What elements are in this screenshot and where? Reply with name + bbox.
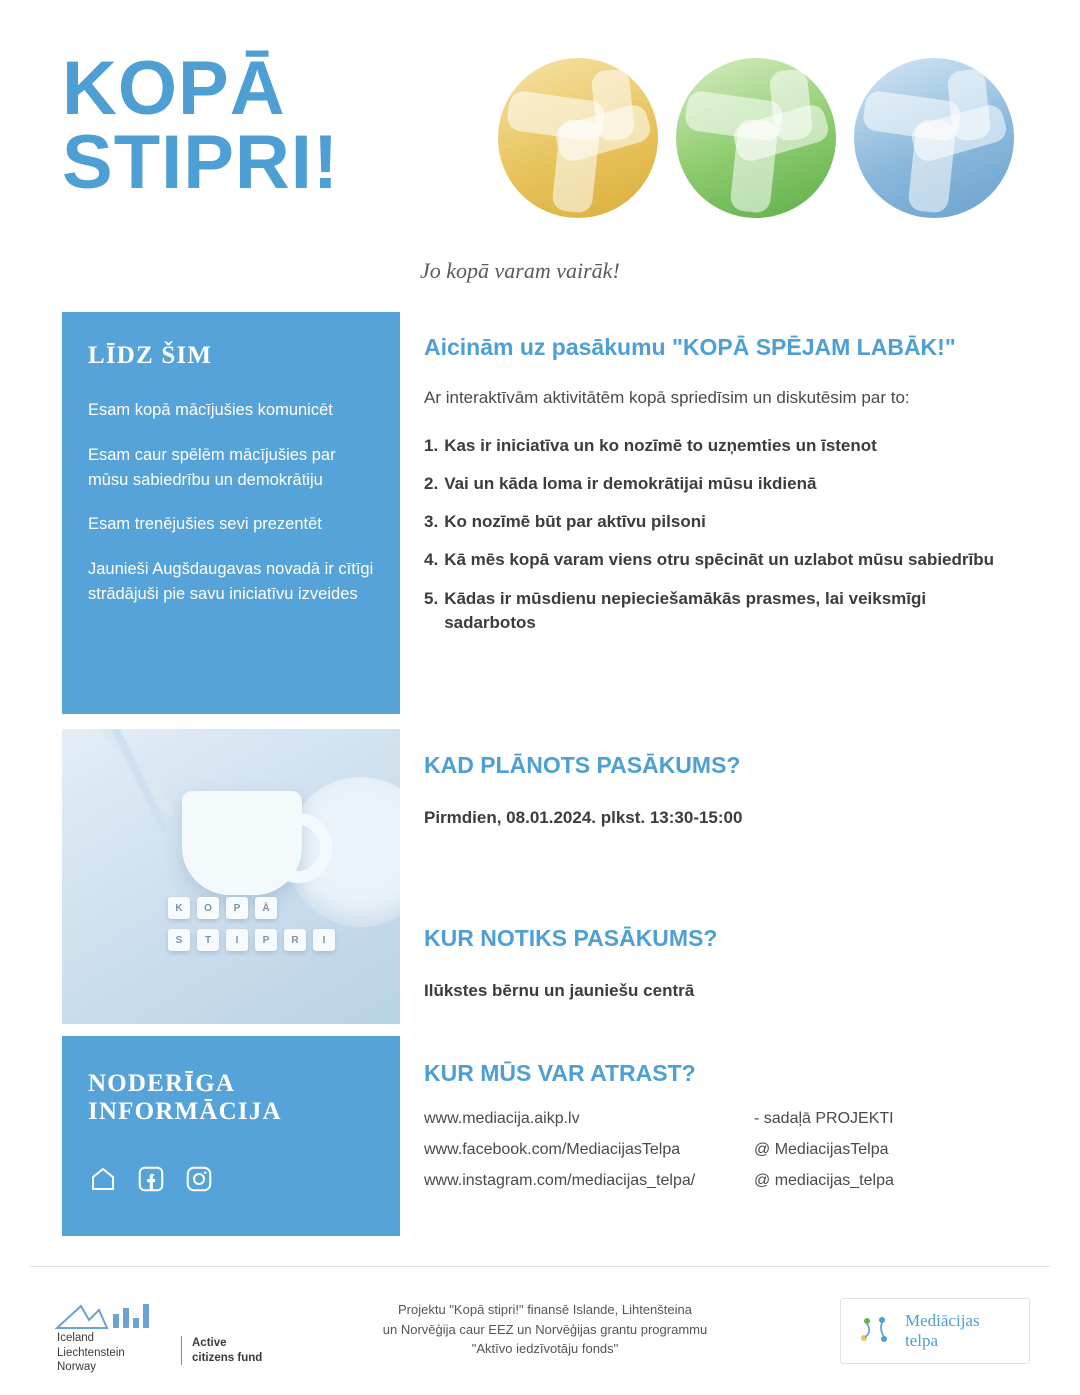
list-item-text: Kā mēs kopā varam viens otru spēcināt un uzlabot mūsu sabiedrību	[444, 550, 994, 570]
eea-country-list	[57, 1331, 125, 1375]
link-row	[424, 1141, 984, 1159]
mediacijas-telpa-logo	[840, 1298, 1030, 1364]
list-item-number: 1.	[424, 436, 439, 455]
photo-kopa-stipri-tiles	[62, 729, 400, 1024]
list-item	[424, 510, 994, 534]
lidz-sim-item: Jaunieši Augšdaugavas novadā ir cītīgi strādājuši pie savu iniciatīvu izveides	[88, 560, 374, 603]
hands-circle-blue	[854, 58, 1014, 218]
list-item-number: 5.	[424, 588, 439, 608]
mug-shape	[182, 791, 302, 895]
tile-row-2	[168, 929, 335, 951]
acf-line-2: citizens fund	[192, 1351, 263, 1364]
when-title: KAD PLĀNOTS PASĀKUMS?	[424, 752, 741, 778]
panel-lidz-sim-heading: LĪDZ ŠIM	[88, 342, 213, 369]
facebook-icon[interactable]	[136, 1164, 166, 1194]
title-line-2: STIPRI!	[62, 120, 340, 206]
link-row	[424, 1110, 984, 1128]
list-item-number: 4.	[424, 550, 439, 570]
brand-line-2: telpa	[905, 1331, 939, 1350]
link-handle: @ MediacijasTelpa	[754, 1141, 889, 1158]
eea-country-iceland: Iceland	[57, 1332, 95, 1344]
list-item-text: Ko nozīmē būt par aktīvu pilsoni	[444, 512, 706, 532]
letter-tile: Ā	[255, 897, 277, 919]
letter-tile: I	[313, 929, 335, 951]
invite-title: Aicinām uz pasākumu "KOPĀ SPĒJAM LABĀK!"	[424, 334, 956, 360]
letter-tile: K	[168, 897, 190, 919]
footer-divider	[30, 1266, 1050, 1267]
link-row	[424, 1172, 984, 1190]
tile-row-1	[168, 897, 335, 919]
letter-tile: I	[226, 929, 248, 951]
letter-tile: P	[255, 929, 277, 951]
funding-note-line-3: "Aktīvo iedzīvotāju fonds"	[471, 1341, 619, 1356]
topic-list	[424, 434, 994, 649]
mediacijas-telpa-text	[905, 1311, 980, 1352]
panel-noderiga-heading-1: NODERĪGA	[88, 1070, 236, 1097]
list-item	[424, 472, 994, 496]
find-us-title: KUR MŪS VAR ATRAST?	[424, 1060, 696, 1086]
title-line-1: KOPĀ	[62, 46, 286, 131]
hands-photo-group	[498, 58, 1018, 228]
letter-tile: O	[197, 897, 219, 919]
link-url[interactable]: www.mediacija.aikp.lv	[424, 1110, 580, 1127]
list-item-text: Kas ir iniciatīva un ko nozīmē to uzņemties un īstenot	[444, 436, 877, 455]
poster-header	[0, 0, 1080, 300]
hands-illustration	[676, 58, 836, 218]
lidz-sim-item: Esam caur spēlēm mācījušies par mūsu sabiedrību un demokrātiju	[88, 445, 336, 489]
link-url[interactable]: www.instagram.com/mediacijas_telpa/	[424, 1172, 696, 1189]
when-text: Pirmdien, 08.01.2024. plkst. 13:30-15:00	[424, 808, 743, 827]
eea-grants-logo	[55, 1298, 295, 1374]
panel-noderiga-heading-2: INFORMĀCIJA	[88, 1098, 282, 1125]
poster-title	[62, 46, 482, 206]
list-item-number: 2.	[424, 474, 439, 494]
letter-tile: S	[168, 929, 190, 951]
panel-lidz-sim	[62, 312, 400, 714]
panel-noderiga-informacija	[62, 1036, 400, 1236]
list-item-text: Vai un kāda loma ir demokrātijai mūsu ikdienā	[444, 474, 817, 494]
eea-country-norway: Norway	[57, 1361, 96, 1374]
hands-circle-green	[676, 58, 836, 218]
letter-tiles	[168, 897, 335, 951]
letter-tile: P	[226, 897, 248, 919]
hands-illustration	[498, 58, 658, 218]
contact-links	[424, 1110, 984, 1203]
poster-footer	[0, 1276, 1080, 1395]
eea-country-liechtenstein: Liechtenstein	[57, 1346, 125, 1359]
link-handle: @ mediacijas_telpa	[754, 1172, 894, 1189]
funding-note-line-2: un Norvēģija caur EEZ un Norvēģijas grantu programmu	[382, 1321, 708, 1337]
list-item	[424, 434, 994, 458]
list-item	[424, 587, 994, 635]
tagline: Jo kopā varam vairāk!	[420, 258, 620, 283]
home-icon[interactable]	[88, 1164, 118, 1194]
list-item	[424, 548, 994, 572]
link-handle: - sadaļā PROJEKTI	[754, 1110, 894, 1127]
active-citizens-fund-label	[181, 1336, 262, 1365]
lidz-sim-item: Esam kopā mācījušies komunicēt	[88, 401, 333, 419]
hands-illustration	[854, 58, 1014, 218]
letter-tile: R	[284, 929, 306, 951]
lidz-sim-item: Esam trenējušies sevi prezentēt	[88, 515, 322, 534]
where-title: KUR NOTIKS PASĀKUMS?	[424, 925, 718, 951]
social-icons	[88, 1164, 374, 1194]
letter-tile: T	[197, 929, 219, 951]
list-item-text: Kādas ir mūsdienu nepieciešamākās prasmes, lai veiksmīgi sadarbotos	[444, 588, 927, 632]
where-text: Ilūkstes bērnu un jauniešu centrā	[424, 981, 695, 1000]
link-url[interactable]: www.facebook.com/MediacijasTelpa	[424, 1141, 681, 1158]
instagram-icon[interactable]	[184, 1164, 214, 1194]
list-item-number: 3.	[424, 512, 439, 532]
mediacijas-telpa-mark	[855, 1311, 895, 1351]
brand-line-1: Mediācijas	[905, 1310, 980, 1330]
hands-circle-yellow	[498, 58, 658, 218]
acf-line-1: Active	[192, 1337, 227, 1349]
funding-note-line-1: Projektu "Kopā stipri!" finansē Islande, Lihtenšteina	[398, 1302, 692, 1317]
funding-note	[330, 1300, 760, 1359]
invite-subtitle: Ar interaktīvām aktivitātēm kopā spriedīsim un diskutēsim par to:	[424, 388, 910, 407]
